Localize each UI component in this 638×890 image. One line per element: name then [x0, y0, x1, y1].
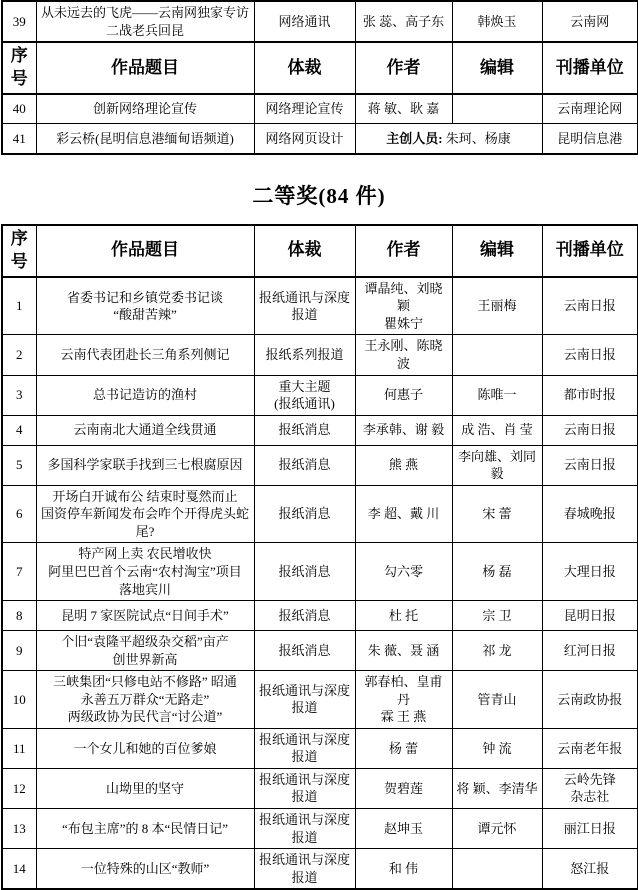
col-header-editor: 编辑	[452, 225, 542, 277]
author-cell: 勾六零	[355, 543, 452, 601]
unit-cell: 云岭先锋 杂志社	[542, 768, 638, 808]
genre-cell: 重大主题 (报纸通讯)	[254, 375, 355, 415]
table-row	[2, 445, 638, 485]
serial-cell: 3	[2, 375, 36, 415]
serial-cell: 12	[2, 768, 36, 808]
author-cell: 李承韩、谢 毅	[355, 415, 452, 445]
genre-cell: 报纸消息	[254, 445, 355, 485]
table-row	[2, 415, 638, 445]
table-row	[2, 768, 638, 808]
title-cell: 一个女儿和她的百位爹娘	[36, 728, 254, 768]
editor-cell: 谭元怀	[452, 808, 542, 848]
col-header-author: 作者	[355, 42, 452, 94]
editor-cell: 韩焕玉	[452, 1, 542, 42]
author-cell: 杜 托	[355, 601, 452, 631]
genre-cell: 报纸通讯与深度 报道	[254, 671, 355, 729]
genre-cell: 报纸通讯与深度 报道	[254, 277, 355, 335]
author-cell: 熊 燕	[355, 445, 452, 485]
col-header-author: 作者	[355, 225, 452, 277]
editor-cell: 陈唯一	[452, 375, 542, 415]
unit-cell: 大理日报	[542, 543, 638, 601]
table-row	[2, 849, 638, 890]
col-header-title: 作品题目	[36, 42, 254, 94]
header-row	[2, 225, 638, 277]
title-cell: 山坳里的坚守	[36, 768, 254, 808]
table-row	[2, 485, 638, 543]
table-row	[2, 94, 638, 124]
title-cell: 从未远去的飞虎——云南网独家专访 二战老兵回昆	[36, 1, 254, 42]
unit-cell: 云南政协报	[542, 671, 638, 729]
title-cell: 云南代表团赴长三角系列侧记	[36, 335, 254, 375]
genre-cell: 报纸消息	[254, 485, 355, 543]
table-row	[2, 375, 638, 415]
table-row	[2, 1, 638, 42]
genre-cell: 网络网页设计	[254, 124, 355, 154]
col-header-title: 作品题目	[36, 225, 254, 277]
unit-cell: 云南日报	[542, 335, 638, 375]
authors-editors-merged-cell: 主创人员: 朱珂、杨康	[355, 124, 542, 154]
unit-cell: 云南网	[542, 1, 638, 42]
editor-cell	[452, 849, 542, 890]
genre-cell: 报纸消息	[254, 601, 355, 631]
header-row	[2, 42, 638, 94]
author-cell: 贺碧莲	[355, 768, 452, 808]
author-cell: 杨 蕾	[355, 728, 452, 768]
author-cell: 和 伟	[355, 849, 452, 890]
table-row	[2, 671, 638, 729]
editor-cell: 杨 磊	[452, 543, 542, 601]
title-cell: “布包主席”的 8 本“民情日记”	[36, 808, 254, 848]
serial-cell: 41	[2, 124, 36, 154]
serial-cell: 40	[2, 94, 36, 124]
title-cell: 一位特殊的山区“教师”	[36, 849, 254, 890]
unit-cell: 昆明日报	[542, 601, 638, 631]
editor-cell: 成 浩、肖 莹	[452, 415, 542, 445]
merged-cell-label: 主创人员:	[386, 130, 443, 146]
table-row	[2, 335, 638, 375]
author-cell: 张 蕊、高子东	[355, 1, 452, 42]
title-cell: 创新网络理论宣传	[36, 94, 254, 124]
author-cell: 赵坤玉	[355, 808, 452, 848]
genre-cell: 报纸通讯与深度 报道	[254, 808, 355, 848]
genre-cell: 网络通讯	[254, 1, 355, 42]
col-header-genre: 体裁	[254, 225, 355, 277]
table-row	[2, 277, 638, 335]
editor-cell: 管青山	[452, 671, 542, 729]
editor-cell: 宗 卫	[452, 601, 542, 631]
editor-cell: 钟 流	[452, 728, 542, 768]
col-header-serial: 序号	[2, 42, 36, 94]
author-cell: 蒋 敏、耿 嘉	[355, 94, 452, 124]
unit-cell: 云南理论网	[542, 94, 638, 124]
unit-cell: 云南老年报	[542, 728, 638, 768]
serial-cell: 1	[2, 277, 36, 335]
title-cell: 省委书记和乡镇党委书记谈 “酸甜苦辣”	[36, 277, 254, 335]
genre-cell: 报纸通讯与深度 报道	[254, 728, 355, 768]
title-cell: 总书记造访的渔村	[36, 375, 254, 415]
title-cell: 特产网上卖 农民增收快 阿里巴巴首个云南“农村淘宝”项目 落地宾川	[36, 543, 254, 601]
serial-cell: 5	[2, 445, 36, 485]
editor-cell: 王丽梅	[452, 277, 542, 335]
author-cell: 何惠子	[355, 375, 452, 415]
unit-cell: 云南日报	[542, 415, 638, 445]
col-header-serial: 序号	[2, 225, 36, 277]
editor-cell: 李向雄、刘同毅	[452, 445, 542, 485]
title-cell: 个旧“袁隆平超级杂交稻”亩产 创世界新高	[36, 631, 254, 671]
table-row	[2, 631, 638, 671]
col-header-editor: 编辑	[452, 42, 542, 94]
author-cell: 郭春柏、皇甫丹 霖 王 燕	[355, 671, 452, 729]
serial-cell: 6	[2, 485, 36, 543]
title-cell: 彩云桥(昆明信息港缅甸语频道)	[36, 124, 254, 154]
genre-cell: 报纸消息	[254, 415, 355, 445]
serial-cell: 2	[2, 335, 36, 375]
author-cell: 王永刚、陈晓波	[355, 335, 452, 375]
unit-cell: 云南日报	[542, 277, 638, 335]
title-cell: 三峡集团“只修电站不修路” 昭通 永善五万群众“无路走” 两级政协为民代言“讨公道”	[36, 671, 254, 729]
title-cell: 云南南北大通道全线贯通	[36, 415, 254, 445]
serial-cell: 11	[2, 728, 36, 768]
serial-cell: 8	[2, 601, 36, 631]
serial-cell: 7	[2, 543, 36, 601]
editor-cell: 将 颖、李清华	[452, 768, 542, 808]
unit-cell: 云南日报	[542, 445, 638, 485]
author-cell: 朱 薇、聂 涵	[355, 631, 452, 671]
unit-cell: 昆明信息港	[542, 124, 638, 154]
genre-cell: 报纸消息	[254, 543, 355, 601]
col-header-genre: 体裁	[254, 42, 355, 94]
table-row	[2, 124, 638, 154]
genre-cell: 报纸通讯与深度 报道	[254, 849, 355, 890]
genre-cell: 报纸消息	[254, 631, 355, 671]
section-title: 二等奖(84 件)	[252, 183, 386, 208]
awards-table-continued	[1, 0, 638, 155]
title-cell: 昆明 7 家医院试点“日间手术”	[36, 601, 254, 631]
table-row	[2, 543, 638, 601]
table-row	[2, 728, 638, 768]
table-row	[2, 808, 638, 848]
serial-cell: 39	[2, 1, 36, 42]
genre-cell: 网络理论宣传	[254, 94, 355, 124]
unit-cell: 怒江报	[542, 849, 638, 890]
col-header-unit: 刊播单位	[542, 225, 638, 277]
editor-cell	[452, 94, 542, 124]
author-cell: 李 超、戴 川	[355, 485, 452, 543]
table-row	[2, 601, 638, 631]
genre-cell: 报纸系列报道	[254, 335, 355, 375]
title-cell: 多国科学家联手找到三七根腐原因	[36, 445, 254, 485]
serial-cell: 9	[2, 631, 36, 671]
serial-cell: 14	[2, 849, 36, 890]
genre-cell: 报纸通讯与深度 报道	[254, 768, 355, 808]
second-prize-table	[1, 224, 638, 890]
unit-cell: 丽江日报	[542, 808, 638, 848]
unit-cell: 红河日报	[542, 631, 638, 671]
col-header-unit: 刊播单位	[542, 42, 638, 94]
title-cell: 开场白开诚布公 结束时戛然而止 国资停车新闻发布会咋个开得虎头蛇 尾?	[36, 485, 254, 543]
unit-cell: 都市时报	[542, 375, 638, 415]
serial-cell: 10	[2, 671, 36, 729]
editor-cell	[452, 335, 542, 375]
unit-cell: 春城晚报	[542, 485, 638, 543]
author-cell: 谭晶纯、刘晓颖 瞿姝宁	[355, 277, 452, 335]
serial-cell: 4	[2, 415, 36, 445]
serial-cell: 13	[2, 808, 36, 848]
editor-cell: 祁 龙	[452, 631, 542, 671]
editor-cell: 宋 蕾	[452, 485, 542, 543]
